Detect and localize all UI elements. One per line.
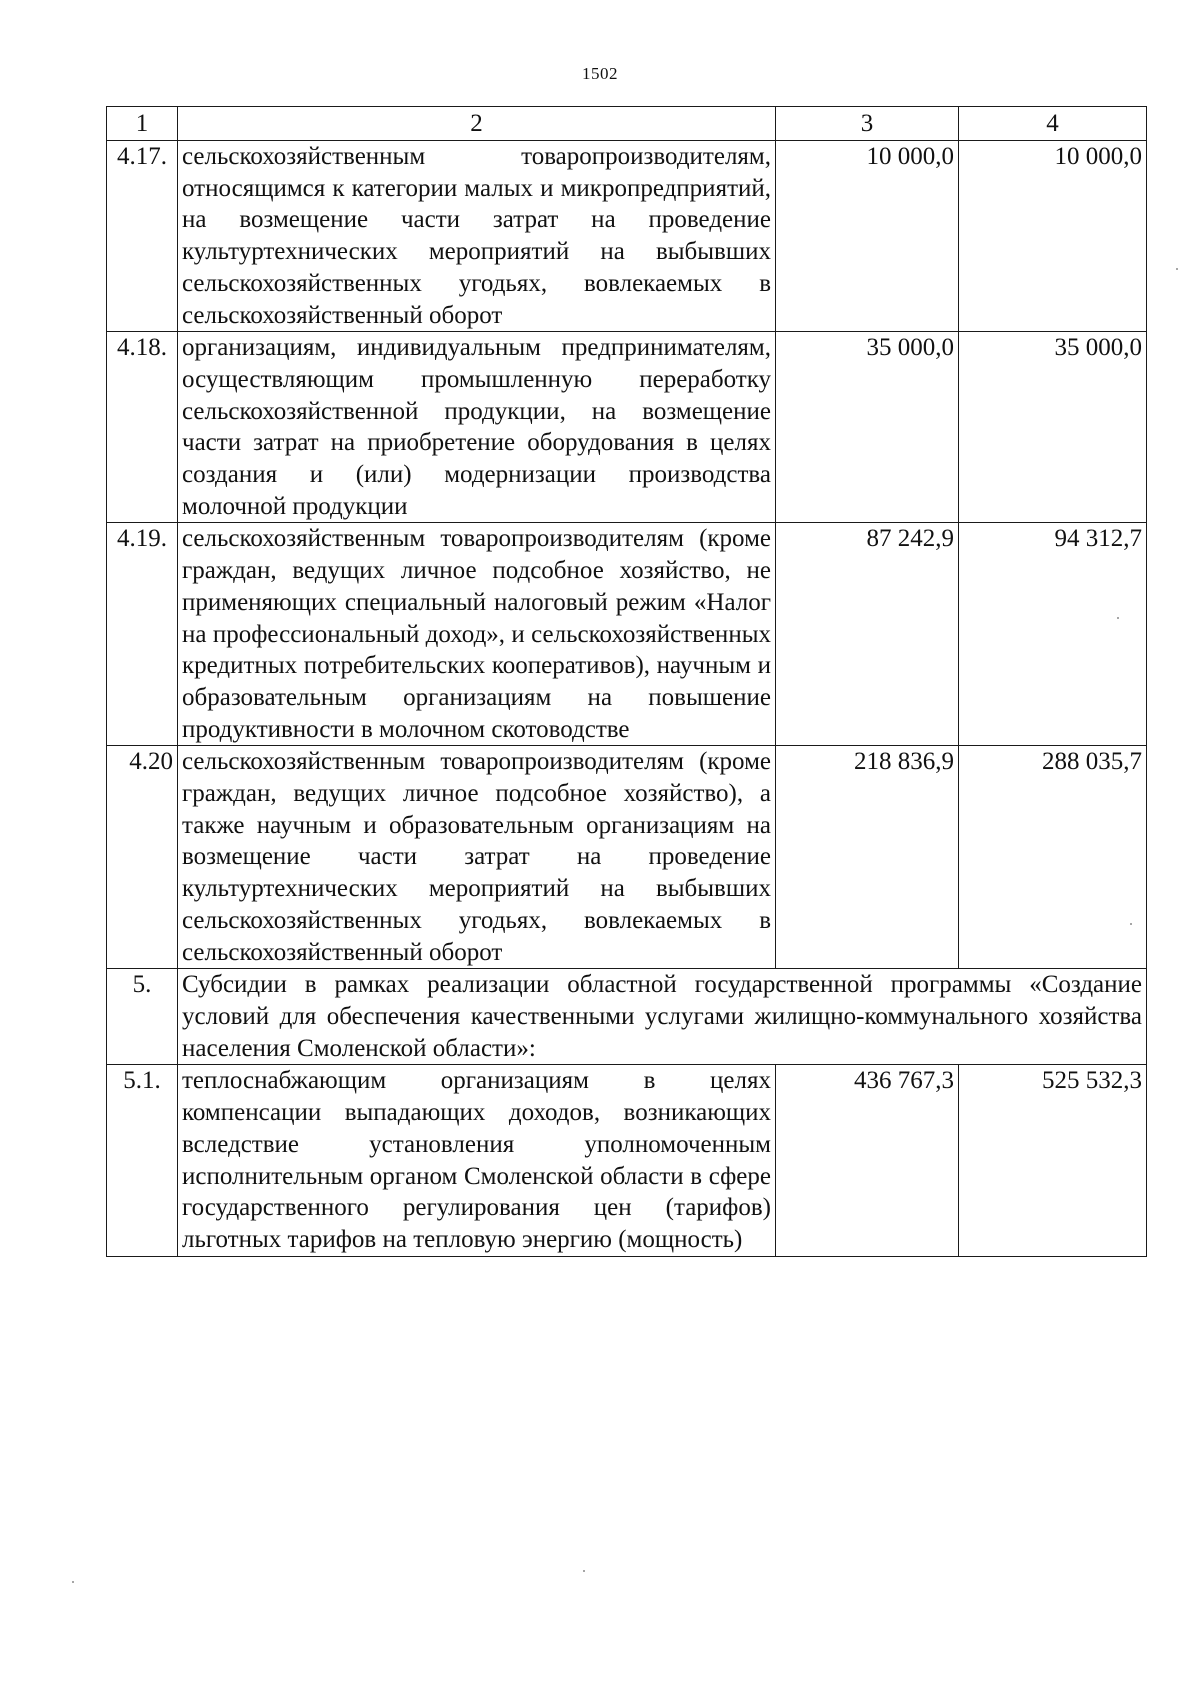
header-cell-1: 1 bbox=[107, 107, 178, 141]
table-row bbox=[107, 746, 1147, 969]
section-title: Субсидии в рамках реализации областной государственной программы «Создание условий для обеспечения качественными услугами жилищно-коммунального хозяйства населения Смоленской области»: bbox=[178, 969, 1147, 1065]
row-amount-col4: 525 532,3 bbox=[959, 1065, 1147, 1256]
row-description: сельскохозяйственным товаропроизводителям (кроме граждан, ведущих личное подсобное хозяйство, не применяющих специальный налоговый режим «Налог на профессиональный доход», и сельскохозяйственных кредитных потребительских кооперативов), научным и образовательным организациям на повышение продуктивности в молочном скотоводстве bbox=[178, 523, 776, 746]
row-description: сельскохозяйственным товаропроизводителям, относящимся к категории малых и микропредприятий, на возмещение части затрат на проведение культуртехнических мероприятий на выбывших сельскохозяйственных угодьях, вовлекаемых в сельскохозяйственный оборот bbox=[178, 141, 776, 332]
table-row bbox=[107, 332, 1147, 523]
row-amount-col3: 10 000,0 bbox=[776, 141, 959, 332]
section-number: 5. bbox=[107, 969, 178, 1065]
row-amount-col4: 288 035,7 bbox=[959, 746, 1147, 969]
row-number: 4.17. bbox=[107, 141, 178, 332]
row-amount-col4: 10 000,0 bbox=[959, 141, 1147, 332]
row-description: организациям, индивидуальным предпринимателям, осуществляющим промышленную переработку сельскохозяйственной продукции, на возмещение части затрат на приобретение оборудования в целях создания и (или) модернизации производства молочной продукции bbox=[178, 332, 776, 523]
header-cell-3: 3 bbox=[776, 107, 959, 141]
scan-speck bbox=[1176, 268, 1178, 270]
row-description: сельскохозяйственным товаропроизводителям (кроме граждан, ведущих личное подсобное хозяйство), а также научным и образовательным организациям на возмещение части затрат на проведение культуртехнических мероприятий на выбывших сельскохозяйственных угодьях, вовлекаемых в сельскохозяйственный оборот bbox=[178, 746, 776, 969]
row-amount-col3: 436 767,3 bbox=[776, 1065, 959, 1256]
row-description: теплоснабжающим организациям в целях компенсации выпадающих доходов, возникающих вследствие установления уполномоченным исполнительным органом Смоленской области в сфере государственного регулирования цен (тарифов) льготных тарифов на тепловую энергию (мощность) bbox=[178, 1065, 776, 1256]
row-amount-col3: 218 836,9 bbox=[776, 746, 959, 969]
subsidy-table bbox=[106, 106, 1147, 1257]
table-row bbox=[107, 1065, 1147, 1256]
row-number: 4.19. bbox=[107, 523, 178, 746]
table-row bbox=[107, 523, 1147, 746]
row-amount-col4: 35 000,0 bbox=[959, 332, 1147, 523]
row-amount-col3: 87 242,9 bbox=[776, 523, 959, 746]
table-row bbox=[107, 141, 1147, 332]
row-amount-col3: 35 000,0 bbox=[776, 332, 959, 523]
header-cell-4: 4 bbox=[959, 107, 1147, 141]
row-amount-col4: 94 312,7 bbox=[959, 523, 1147, 746]
scan-speck bbox=[1130, 923, 1132, 925]
row-number: 5.1. bbox=[107, 1065, 178, 1256]
row-number: 4.20 bbox=[107, 746, 178, 969]
scan-speck bbox=[72, 1581, 74, 1583]
header-cell-2: 2 bbox=[178, 107, 776, 141]
row-number: 4.18. bbox=[107, 332, 178, 523]
section-row bbox=[107, 969, 1147, 1065]
scan-speck bbox=[583, 1570, 585, 1572]
page-number: 1502 bbox=[582, 64, 618, 83]
table-header-row bbox=[107, 107, 1147, 141]
scan-speck bbox=[1117, 617, 1119, 619]
